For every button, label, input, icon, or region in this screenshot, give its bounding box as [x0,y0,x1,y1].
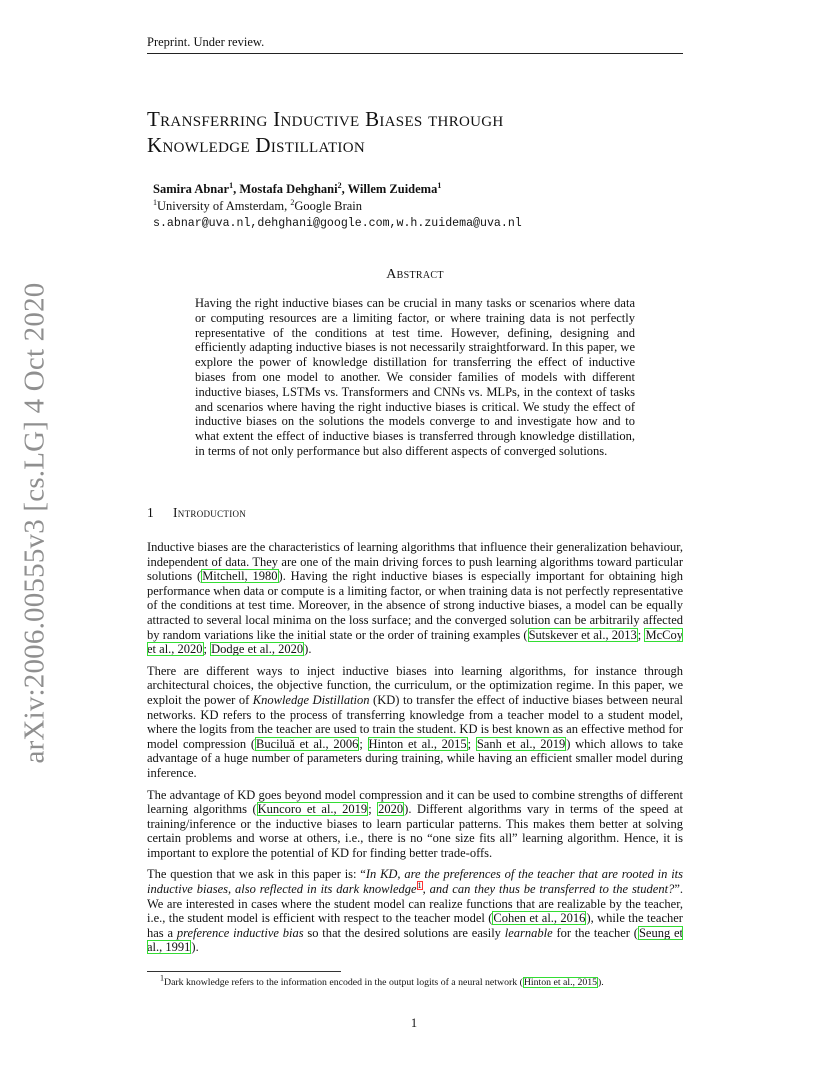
emphasis: learnable [504,925,553,940]
author-name: Willem Zuidema [347,182,438,196]
affiliation-marker: 1 [437,180,442,190]
affiliation-marker: 1 [229,180,234,190]
emphasis: Knowledge Distillation [252,692,370,707]
citation-link[interactable]: Buciluǎ et al., 2006 [256,736,359,751]
text-run: ; [467,736,476,751]
author-separator: , [341,182,348,196]
section-heading [147,505,246,521]
author-separator: , [233,182,240,196]
text-run: ). [304,642,312,657]
text-run: ). Different algorithms vary in terms of the speed at training/inference or the inductive biases to learn particular patterns. This makes them better at solving certain problems and worse at others, i.e., there is no “one size fits all” learning algorithm. Hence, it is important to explore the potential of KD for finding better trade-offs. [147,802,683,860]
footnote-rule [147,971,341,972]
title-line-2: Knowledge Distillation [147,133,365,157]
text-run: ; [637,627,645,642]
header-rule [147,53,683,54]
emphasis: , and can they thus be transferred to the student? [422,882,675,897]
author-name: Samira Abnar [153,182,230,196]
text-run: ) which allows to take advantage of a huge number of parameters during training, while having an efficient smaller model during inference. [147,736,684,780]
text-run: The advantage of KD goes beyond model compression and it can be used to combine strengths of different learning algorithms ( [147,787,683,817]
text-run: ). [598,977,604,988]
citation-link[interactable]: 2020 [378,802,404,817]
title-line-1: Transferring Inductive Biases through [147,107,504,131]
citation-link[interactable]: Cohen et al., 2016 [493,911,586,926]
page-number: 1 [410,1016,418,1030]
abstract-heading: Abstract [386,267,444,282]
author-block [153,181,522,232]
citation-link[interactable]: Hinton et al., 2015 [523,977,598,988]
text-run: ), while the teacher has a [147,911,683,940]
footnote-marker: 1 [160,973,164,983]
paragraph [147,788,683,861]
citation-link[interactable]: Hinton et al., 2015 [368,736,467,751]
emphasis: preference inductive bias [176,925,304,940]
affiliation-name: Google Brain [294,199,363,213]
text-run: The question that we ask in this paper is: “ [147,867,366,882]
citation-link[interactable]: Sanh et al., 2019 [476,736,566,751]
author-name: Mostafa Dehghani [239,182,338,196]
text-run: ; [359,736,368,751]
text-run: ”. We are interested in cases where the student model can realize functions that are realizable by the teacher, i.e., the student model is efficient with respect to the teacher model ( [147,882,683,926]
footnote-marker-link[interactable]: 1 [417,880,422,890]
text-run: Inductive biases are the characteristics of learning algorithms that influence their generalization behaviour, independent of data. They are one of the main driving forces to push learning algorithms toward particular solutions ( [147,540,683,584]
text-run: for the teacher ( [552,925,638,940]
arxiv-identifier-stamp[interactable] [4,282,66,764]
arxiv-identifier-text: arXiv:2006.00555v3 [cs.LG] 4 Oct 2020 [18,282,51,764]
citation-link[interactable]: Seung et al., 1991 [147,925,684,955]
affiliation-name: University of Amsterdam, [157,199,291,213]
author-names [153,181,522,198]
affiliations [153,198,522,215]
text-run: ). [191,940,199,955]
text-run: ; [368,802,378,817]
text-run: (KD) to transfer the effect of inductive biases between neural networks. KD refers to the process of transferring knowledge from a teacher model to a student model, where the logits from the teacher are used to train the student. KD is best known as an effective method for model compression ( [147,692,683,751]
running-header: Preprint. Under review. [147,35,265,49]
emphasis: In KD, are the preferences of the teacher that are rooted in its inductive biases, also reflected in its dark knowledge [147,867,683,897]
citation-link[interactable]: Dodge et al., 2020 [211,642,304,657]
citation-link[interactable]: McCoy et al., 2020 [147,627,683,657]
section-title: Introduction [173,505,247,520]
paragraph [147,540,683,657]
paragraph [147,664,683,781]
footnote [160,973,680,989]
citation-link[interactable]: Sutskever et al., 2013 [528,627,637,642]
text-run: so that the desired solutions are easily [303,925,505,940]
affiliation-marker: 2 [337,180,342,190]
author-emails: s.abnar@uva.nl,dehghani@google.com,w.h.zuidema@uva.nl [153,217,522,230]
paper-title [147,106,683,158]
text-run: There are different ways to inject inductive biases into learning algorithms, for instance through architectural choices, the objective function, the curriculum, or the optimization regime. In this paper, we exploit the power of [147,663,683,707]
abstract-text: Having the right inductive biases can be crucial in many tasks or scenarios where data or computing resources are a limiting factor, or where training data is not perfectly representative of the conditions at test time. However, defining, designing and efficiently adapting inductive biases is not necessarily straightforward. In this paper, we explore the power of knowledge distillation for transferring the effect of inductive biases from one model to another. We consider families of models with different inductive biases, LSTMs vs. Transformers and CNNs vs. MLPs, in the context of tasks and scenarios where having the right inductive biases is critical. We study the effect of inductive biases on the solutions the models converge to and investigate how and to what extent the effect of inductive biases is transferred through knowledge distillation, in terms of not only performance but also different aspects of converged solutions. [195,296,635,458]
body-text [147,540,683,962]
footnote-text: Dark knowledge refers to the information encoded in the output logits of a neural network ( [164,977,523,988]
text-run: ; [203,642,211,657]
citation-link[interactable]: Mitchell, 1980 [202,569,278,584]
section-number: 1 [147,505,154,520]
affiliation-marker: 2 [290,197,295,207]
paragraph [147,867,683,955]
citation-link[interactable]: Kuncoro et al., 2019 [257,802,368,817]
text-run: ). Having the right inductive biases is especially important for obtaining high performance when data or compute is a limiting factor, or when training data is not perfectly representative of the conditions at test time. Moreover, in the absence of strong inductive biases, a model can be equally attracted to several local minima on the loss surface; and the converged solution can be arbitrarily affected by random variations like the initial state or the order of training examples ( [147,569,683,642]
affiliation-marker: 1 [153,197,157,207]
